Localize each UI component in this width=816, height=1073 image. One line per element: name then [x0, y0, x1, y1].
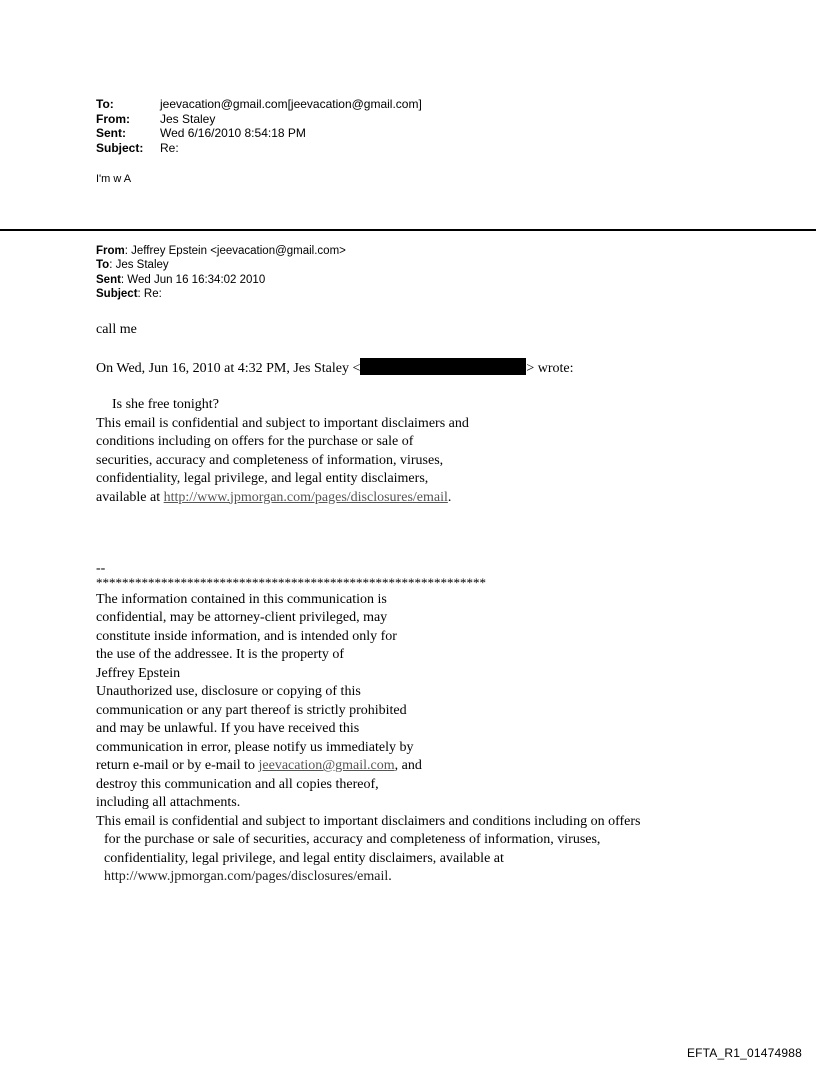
quoted-line: Is she free tonight? — [112, 397, 219, 412]
quoted-line: conditions including on offers for the purchase or sale of — [96, 434, 414, 449]
quoted-subject-row — [96, 287, 346, 301]
return-email-text: return e-mail or by e-mail to — [96, 758, 259, 773]
signature-line: destroy this communication and all copies thereof, — [96, 776, 379, 792]
signature-line: communication or any part thereof is strictly prohibited — [96, 702, 407, 718]
disclosures-link[interactable]: http://www.jpmorgan.com/pages/disclosures/email — [163, 489, 448, 505]
and-text: , and — [394, 758, 422, 773]
header-sent-row — [96, 126, 422, 141]
header-to-row — [96, 97, 422, 112]
quoted-subject-value: : Re: — [137, 287, 162, 300]
on-wrote-line — [96, 358, 574, 379]
disclaimer-line: This email is confidential and subject to important disclaimers and conditions including on offers — [96, 813, 641, 829]
signature-line: and may be unlawful. If you have received this — [96, 721, 360, 736]
quoted-sent-label: Sent — [96, 273, 121, 286]
signature-line: the use of the addressee. It is the property of — [96, 647, 345, 662]
quoted-line: This email is confidential and subject to important disclaimers and — [96, 415, 469, 431]
quoted-to-label: To — [96, 259, 110, 272]
quoted-line: securities, accuracy and completeness of information, viruses, — [96, 452, 444, 468]
quoted-header — [96, 244, 346, 301]
signature-line: constitute inside information, and is intended only for — [96, 628, 397, 644]
on-wrote-before: On Wed, Jun 16, 2010 at 4:32 PM, Jes Staley < — [96, 361, 361, 376]
quoted-subject-label: Subject — [96, 287, 138, 300]
from-label: From: — [96, 111, 130, 126]
disclaimer-line: confidentiality, legal privilege, and legal entity disclaimers, available at — [104, 850, 504, 866]
signature-line: confidential, may be attorney-client privileged, may — [96, 610, 388, 625]
quoted-from-label: From — [96, 245, 125, 257]
signature-stars: ************************************************************ — [96, 574, 486, 590]
reply-text: call me — [96, 322, 137, 337]
signature-line: Jeffrey Epstein — [96, 665, 181, 681]
quoted-line: confidentiality, legal privilege, and legal entity disclaimers, — [96, 471, 429, 486]
quoted-sent-value: : Wed Jun 16 16:34:02 2010 — [120, 273, 266, 286]
quoted-from-row — [96, 244, 346, 258]
signature-dashes: -- — [96, 561, 106, 576]
signature-line: including all attachments. — [96, 795, 241, 810]
sent-label: Sent: — [96, 126, 126, 140]
disclaimer-line: for the purchase or sale of securities, accuracy and completeness of information, viruses, — [104, 832, 601, 847]
quoted-to-value: : Jes Staley — [109, 259, 169, 272]
on-wrote-after: > wrote: — [526, 361, 574, 376]
signature-line: communication in error, please notify us immediately by — [96, 739, 414, 755]
header-subject-row — [96, 141, 422, 156]
email-body: I'm w A — [96, 173, 132, 185]
available-at-text: available at — [96, 489, 164, 505]
email-link[interactable]: jeevacation@gmail.com — [258, 758, 395, 773]
period-text: . — [447, 489, 452, 505]
subject-label: Subject: — [96, 140, 144, 155]
sent-value: Wed 6/16/2010 8:54:18 PM — [160, 126, 306, 140]
redaction-box — [360, 358, 526, 375]
subject-value: Re: — [160, 140, 179, 155]
header-from-row — [96, 112, 422, 127]
quoted-from-value: : Jeffrey Epstein <jeevacation@gmail.com> — [124, 245, 346, 257]
quoted-sent-row — [96, 273, 346, 287]
quoted-line — [96, 489, 469, 508]
signature-block — [96, 560, 640, 887]
from-value: Jes Staley — [160, 111, 216, 126]
to-value: jeevacation@gmail.com[jeevacation@gmail.com] — [160, 97, 422, 111]
to-label: To: — [96, 97, 114, 111]
period-text: . — [388, 869, 392, 884]
signature-line — [96, 757, 640, 776]
disclosures-url-text: http://www.jpmorgan.com/pages/disclosures/email — [104, 869, 389, 884]
document-id: EFTA_R1_01474988 — [686, 1046, 802, 1060]
disclaimer-line — [96, 868, 640, 887]
quoted-message — [96, 396, 469, 507]
section-divider — [0, 229, 816, 231]
email-header — [96, 97, 422, 155]
signature-line: Unauthorized use, disclosure or copying of this — [96, 684, 361, 699]
signature-line: The information contained in this communication is — [96, 591, 387, 607]
quoted-to-row — [96, 258, 346, 272]
